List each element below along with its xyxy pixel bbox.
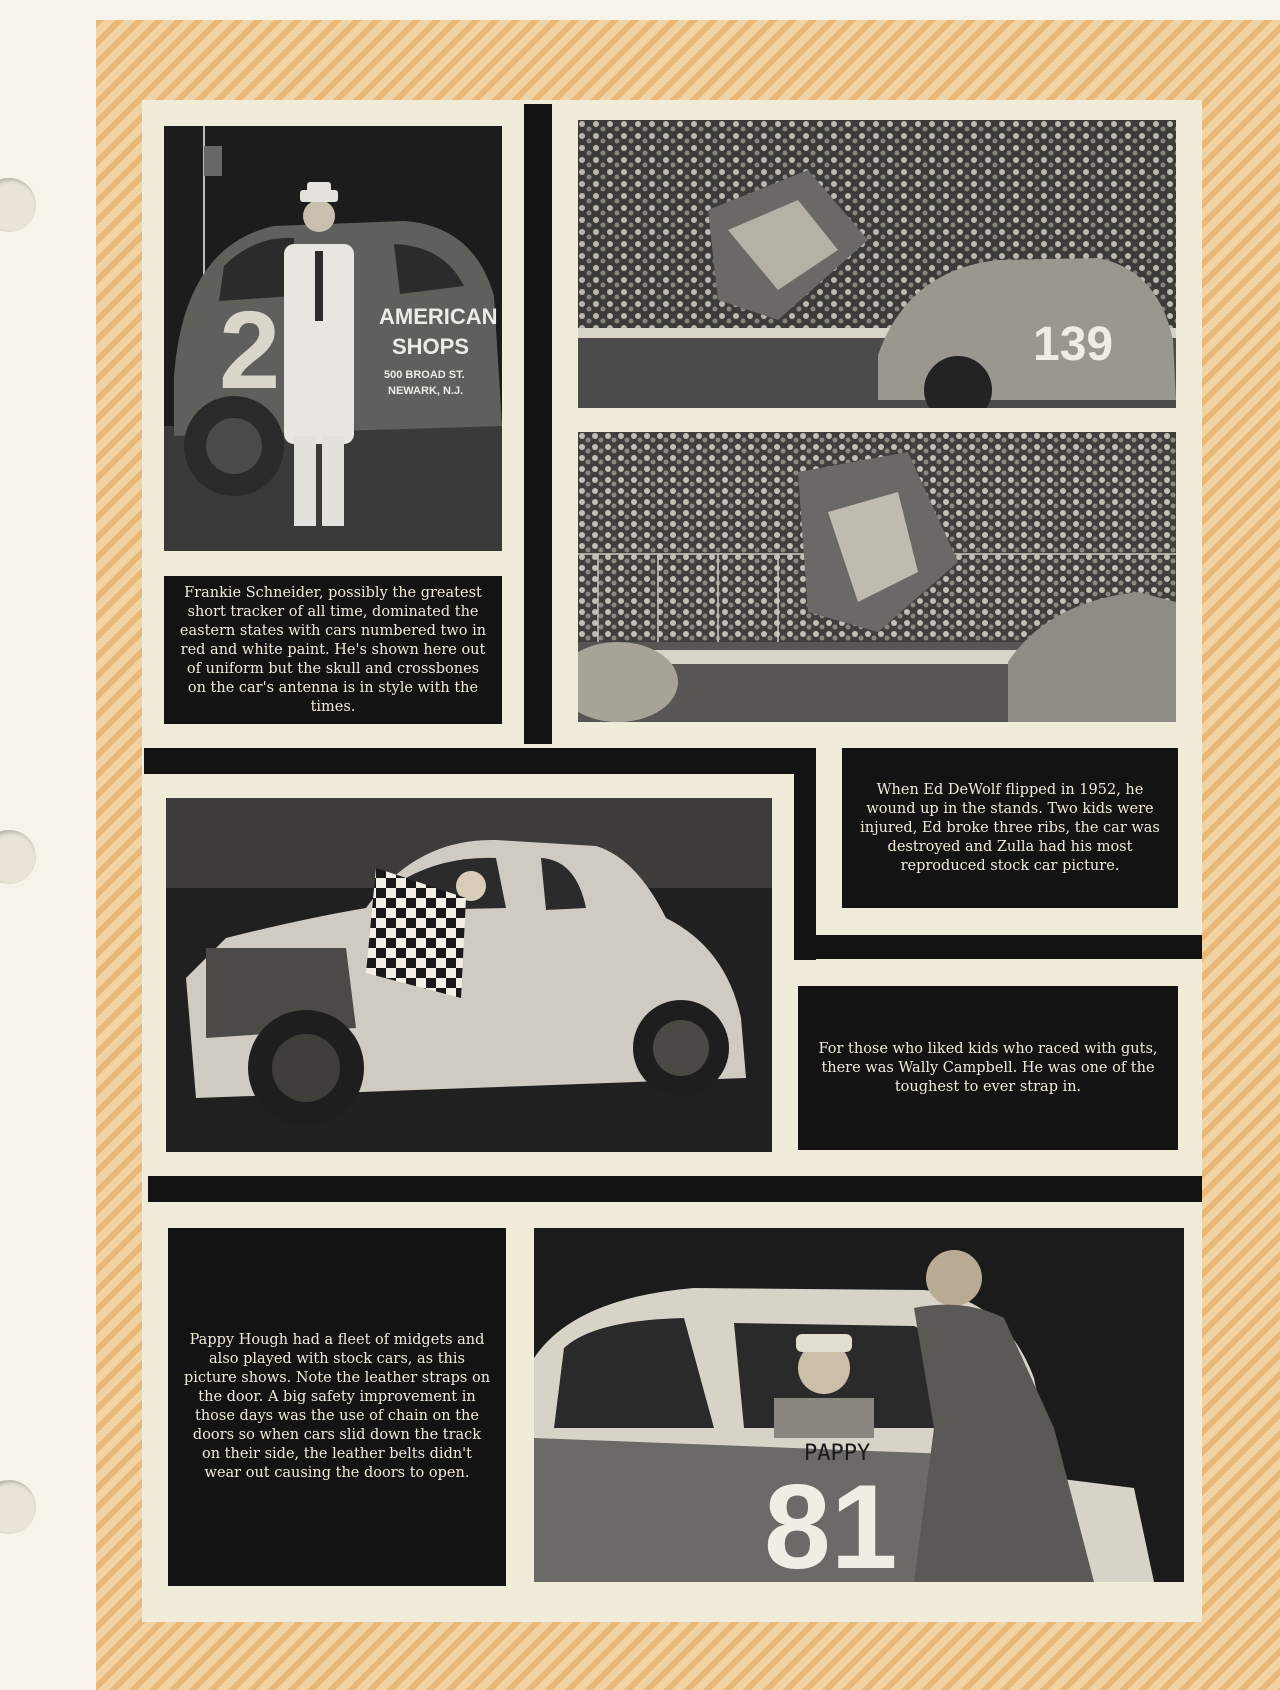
photo-crash-lower [578, 432, 1176, 722]
caption-ed-dewolf: When Ed DeWolf flipped in 1952, he wound up in the stands. Two kids were injured, Ed broke three ribs, the car was destroyed and Zulla had his most reproduced stock car picture. [842, 748, 1178, 908]
car-number: 139 [1033, 318, 1114, 371]
car-number: 81 [764, 1460, 898, 1582]
caption-pappy-hough: Pappy Hough had a fleet of midgets and also played with stock cars, as this picture shows. Note the leather straps on the door. A big safety improvement in those days was the use of chain on the doors so when cars slid down the track on their side, the leather belts didn't wear out causing the doors to open. [168, 1228, 506, 1586]
sponsor-text: SHOPS [392, 334, 470, 359]
frame-bar [524, 104, 552, 744]
frame-bar [148, 1176, 1202, 1202]
frame-bar [144, 748, 816, 774]
photo-wally-campbell [166, 798, 772, 1152]
frame-bar [794, 748, 816, 960]
door-name: PAPPY [804, 1441, 871, 1466]
photo-crash-upper [578, 120, 1176, 408]
caption-frankie-schneider: Frankie Schneider, possibly the greatest short tracker of all time, dominated the eastern states with cars numbered two in red and white paint. He's shown here out of uniform but the skull and crossbones on the car's antenna is in style with the times. [164, 576, 502, 724]
svg-text:2: 2 [219, 289, 281, 412]
sponsor-address: 500 BROAD ST. [384, 369, 465, 381]
caption-wally-campbell: For those who liked kids who raced with guts, there was Wally Campbell. He was one of the toughest to ever strap in. [798, 986, 1178, 1150]
frame-bar [794, 935, 1202, 959]
photo-frankie-schneider [164, 126, 502, 551]
sponsor-address: NEWARK, N.J. [388, 385, 464, 397]
photo-pappy-hough [534, 1228, 1184, 1582]
sponsor-text: AMERICAN [379, 304, 498, 329]
